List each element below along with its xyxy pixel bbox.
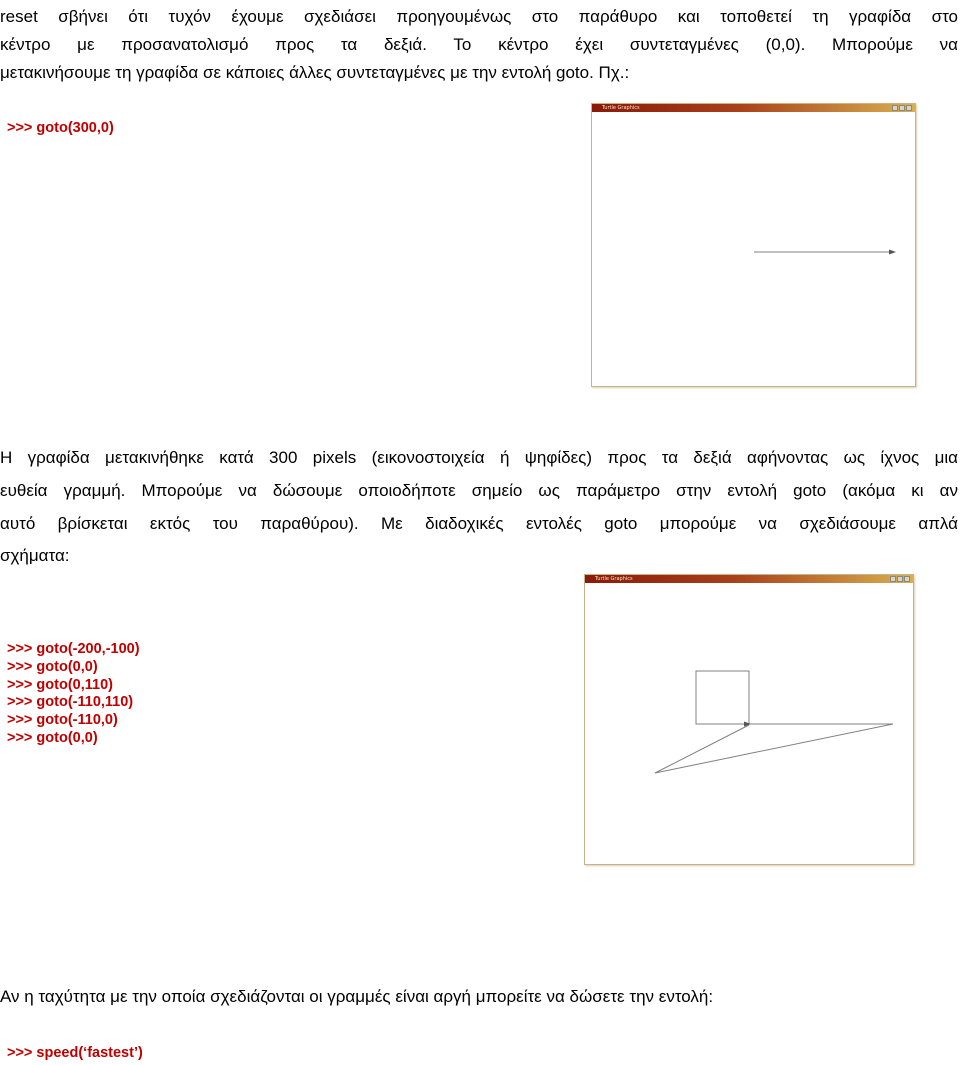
minimize-button[interactable] [892, 105, 898, 111]
window-title: Turtle Graphics [602, 105, 640, 111]
explanation-line-4: σχήματα: [0, 546, 70, 565]
trail-line [655, 725, 749, 773]
goto-command: >>> goto(-200,-100) [7, 641, 140, 657]
trail-line [655, 724, 893, 773]
explanation-line-2: ευθεία γραμμή. Μπορούμε να δώσουμε οποιοδήποτε σημείο ως παράμετρο στην εντολή goto (ακόμα κι αν [0, 481, 958, 500]
turtle-canvas [592, 112, 915, 386]
maximize-button[interactable] [897, 576, 903, 582]
goto-command: >>> goto(0,110) [7, 676, 113, 693]
close-button[interactable] [904, 576, 910, 582]
goto-command: >>> goto(-110,0) [7, 712, 118, 729]
turtle-drawing [592, 112, 915, 386]
maximize-button[interactable] [899, 105, 905, 111]
window-controls [892, 105, 912, 111]
window-titlebar [592, 104, 915, 112]
close-button[interactable] [906, 105, 912, 111]
turtle-window-2 [584, 574, 914, 865]
turtle-window-1 [591, 103, 916, 387]
intro-line-3: μετακινήσουμε τη γραφίδα σε κάποιες άλλες συντεταγμένες με την εντολή goto. Πχ.: [0, 63, 630, 82]
intro-line-2: κέντρο με προσανατολισμό προς τα δεξιά. Το κέντρο έχει συντεταγμένες (0,0). Μπορούμε να [0, 35, 958, 54]
turtle-arrow-icon [889, 250, 896, 255]
speed-command: >>> speed(‘fastest’) [7, 1045, 143, 1061]
goto-command: >>> goto(0,0) [7, 729, 98, 746]
goto-command-list [7, 641, 140, 748]
explanation-line-1: Η γραφίδα μετακινήθηκε κατά 300 pixels (εικονοστοιχεία ή ψηφίδες) προς τα δεξιά αφήνοντας ως ίχνος μια [0, 448, 958, 467]
trail-square [696, 671, 749, 724]
window-title: Turtle Graphics [595, 576, 633, 582]
window-titlebar [585, 575, 913, 583]
window-controls [890, 576, 910, 582]
goto-300-command: >>> goto(300,0) [7, 120, 114, 136]
minimize-button[interactable] [890, 576, 896, 582]
turtle-canvas [585, 583, 913, 864]
turtle-drawing [585, 583, 913, 864]
explanation-line-3: αυτό βρίσκεται εκτός του παραθύρου). Με διαδοχικές εντολές goto μπορούμε να σχεδιάσουμε απλά [0, 514, 958, 533]
intro-line-1: reset σβήνει ότι τυχόν έχουμε σχεδιάσει προηγουμένως στο παράθυρο και τοποθετεί τη γραφίδα στο [0, 7, 958, 26]
speed-text: Αν η ταχύτητα με την οποία σχεδιάζονται οι γραμμές είναι αργή μπορείτε να δώσετε την εντολή: [0, 987, 714, 1006]
goto-command: >>> goto(0,0) [7, 658, 98, 675]
goto-command: >>> goto(-110,110) [7, 694, 134, 711]
